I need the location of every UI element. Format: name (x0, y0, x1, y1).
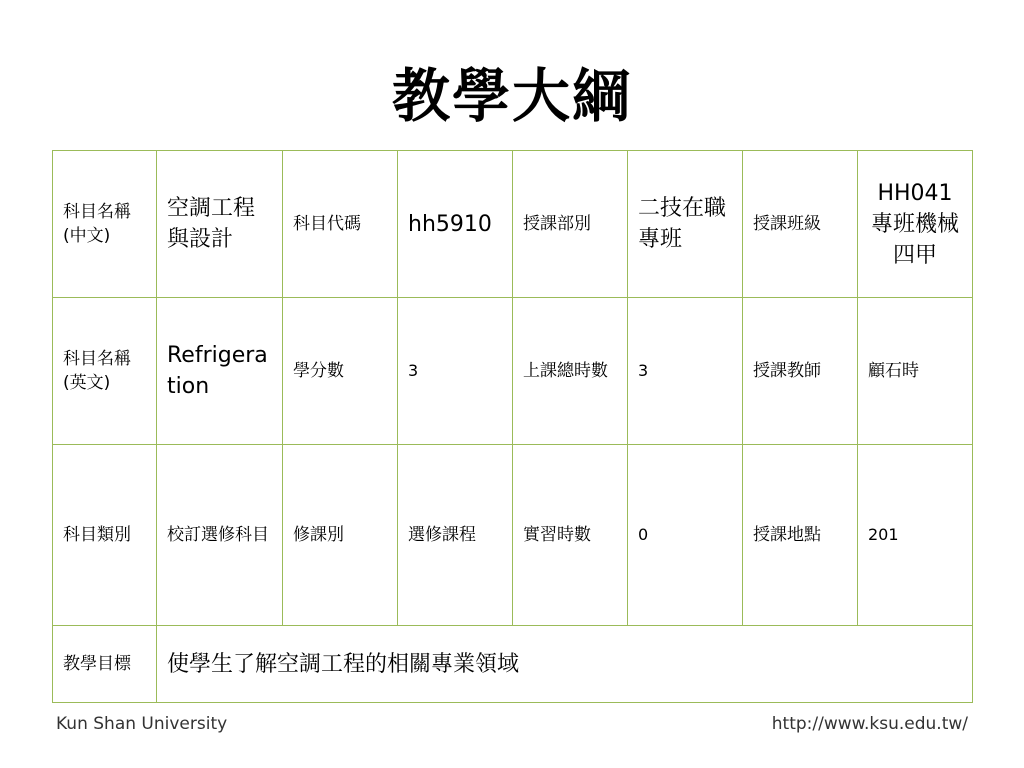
course-category-label: 科目類別 (53, 445, 157, 626)
practice-hours-value: 0 (628, 445, 743, 626)
course-name-en-value: Refrigeration (157, 298, 283, 445)
table-row (53, 298, 973, 445)
total-hours-value: 3 (628, 298, 743, 445)
practice-hours-label: 實習時數 (513, 445, 628, 626)
location-label: 授課地點 (743, 445, 858, 626)
slide-title: 教學大綱 (391, 62, 632, 130)
teaching-goal-label: 教學目標 (53, 626, 157, 703)
footer-university: Kun Shan University (56, 714, 228, 734)
total-hours-label: 上課總時數 (513, 298, 628, 445)
class-value: HH041專班機械四甲 (858, 151, 973, 298)
syllabus-table (52, 150, 973, 703)
table-row (53, 151, 973, 298)
course-name-zh-value: 空調工程與設計 (157, 151, 283, 298)
instructor-label: 授課教師 (743, 298, 858, 445)
credits-label: 學分數 (283, 298, 398, 445)
credits-value: 3 (398, 298, 513, 445)
course-name-zh-label: 科目名稱(中文) (53, 151, 157, 298)
course-category-value: 校訂選修科目 (157, 445, 283, 626)
teaching-goal-value: 使學生了解空調工程的相關專業領域 (157, 626, 973, 703)
table-row (53, 626, 973, 703)
location-value: 201 (858, 445, 973, 626)
footer-url[interactable]: http://www.ksu.edu.tw/ (771, 714, 968, 734)
course-type-label: 修課別 (283, 445, 398, 626)
department-label: 授課部別 (513, 151, 628, 298)
course-name-en-label: 科目名稱(英文) (53, 298, 157, 445)
table-row (53, 445, 973, 626)
course-type-value: 選修課程 (398, 445, 513, 626)
department-value: 二技在職專班 (628, 151, 743, 298)
instructor-value: 顧石時 (858, 298, 973, 445)
course-code-value: hh5910 (398, 151, 513, 298)
course-code-label: 科目代碼 (283, 151, 398, 298)
class-label: 授課班級 (743, 151, 858, 298)
